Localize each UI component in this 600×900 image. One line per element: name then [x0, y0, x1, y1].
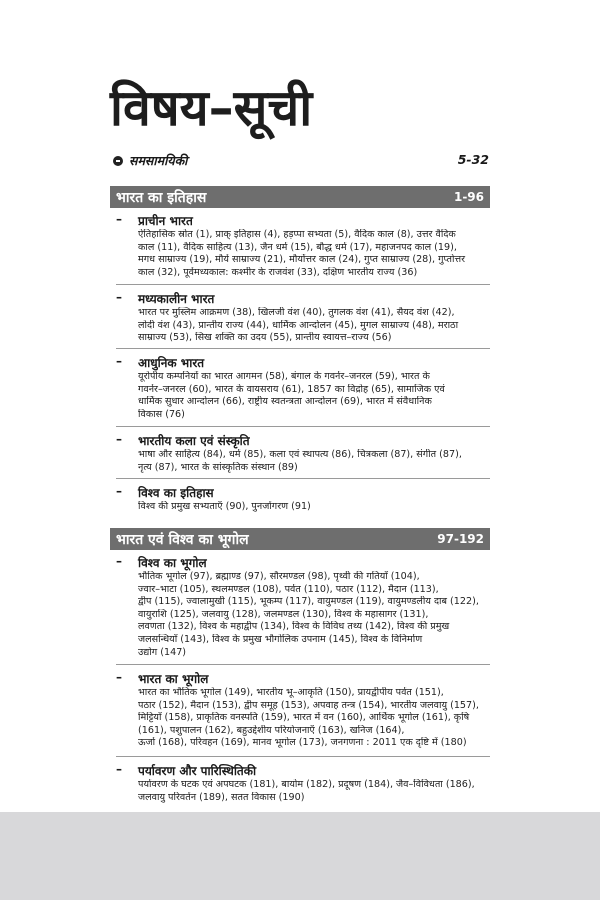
entry-topics — [138, 229, 492, 279]
topic-line: जलसन्धियाँ (143), विश्व के प्रमुख भौगोलिक उपनाम (145), विश्व के विनिर्माण — [138, 633, 423, 645]
topic-line: मिट्टियाँ (158), प्राकृतिक वनस्पति (159), भारत में वन (160), आर्थिक भूगोल (161), कृषि — [138, 712, 470, 724]
topic-line: यूरोपीय कम्पनियों का भारत आगमन (58), बंगाल के गवर्नर–जनरल (59), भारत के — [138, 371, 430, 382]
topic-line: पर्यावरण के घटक एवं अपघटक (181), बायोम (182), प्रदूषण (184), जैव–विविधता (186), — [138, 779, 475, 790]
topic-line: उद्योग (147) — [138, 646, 187, 658]
current-affairs-label: समसामयिकी — [129, 153, 188, 168]
topic-line: ज्वार–भाटा (105), स्थलमण्डल (108), पर्वत (110), पठार (112), मैदान (113), — [138, 583, 439, 595]
divider — [116, 664, 490, 665]
page-title: विषय–सूची — [110, 79, 313, 137]
topic-line: पठार (152), मैदान (153), द्वीप समूह (153), अपवाह तन्त्र (154), भारतीय जलवायु (157), — [138, 699, 479, 711]
topic-line: द्वीप (115), ज्वालामुखी (115), भूकम्प (117), वायुमण्डल (119), वायुमण्डलीय दाब (122), — [138, 596, 479, 608]
entry-topics — [138, 501, 492, 514]
topic-line: वायुराशि (125), जलवायु (128), जलमण्डल (130), विश्व के महासागर (131), — [138, 608, 429, 620]
divider — [116, 426, 490, 427]
entry-topics — [138, 779, 492, 804]
topic-line: लोदी वंश (43), प्रान्तीय राज्य (44), धार्मिक आन्दोलन (45), मुगल साम्राज्य (48), मराठा — [138, 319, 459, 331]
dash-icon: – — [116, 290, 122, 304]
topic-line: जलवायु परिवर्तन (189), सतत विकास (190) — [138, 791, 305, 803]
topic-line: (161), पशुपालन (162), बहुउद्देशीय परियोजनाएँ (163), खनिज (164), — [138, 724, 405, 736]
topic-line: मगध साम्राज्य (19), मौर्य साम्राज्य (21), मौर्योत्तर काल (24), गुप्त साम्राज्य (28), गुप्तोत्तर — [138, 254, 465, 266]
entry-heading: आधुनिक भारत — [138, 356, 205, 370]
entry-topics — [138, 687, 492, 750]
section-pages: 97-192 — [437, 532, 484, 546]
divider — [116, 348, 490, 349]
section-title: भारत एवं विश्व का भूगोल — [116, 532, 249, 548]
current-affairs-pages: 5-32 — [457, 152, 489, 167]
page-bottom-margin — [0, 812, 600, 900]
topic-line: भौतिक भूगोल (97), ब्रह्माण्ड (97), सौरमण्डल (98), पृथ्वी की गतियाँ (104), — [138, 571, 420, 582]
entry-heading: विश्व का इतिहास — [138, 486, 214, 500]
dash-icon: – — [116, 354, 122, 368]
dash-icon: – — [116, 212, 122, 226]
topic-line: ऊर्जा (168), परिवहन (169), मानव भूगोल (173), जनगणना : 2011 एक दृष्टि में (180) — [138, 737, 467, 749]
topic-line: भारत पर मुस्लिम आक्रमण (38), खिलजी वंश (40), तुगलक वंश (41), सैयद वंश (42), — [138, 307, 455, 318]
entry-topics — [138, 371, 492, 421]
topic-line: भाषा और साहित्य (84), धर्म (85), कला एवं स्थापत्य (86), चित्रकला (87), संगीत (87), — [138, 449, 462, 460]
section-bar-history[interactable] — [110, 186, 490, 208]
entry-topics — [138, 307, 492, 345]
entry-heading: विश्व का भूगोल — [138, 556, 207, 570]
section-title: भारत का इतिहास — [116, 190, 207, 206]
bullet-icon — [113, 156, 123, 166]
entry-heading: प्राचीन भारत — [138, 214, 193, 228]
topic-line: धार्मिक सुधार आन्दोलन (66), राष्ट्रीय स्वतन्त्रता आन्दोलन (69), भारत में संवैधानिक — [138, 396, 432, 408]
entry-heading: भारतीय कला एवं संस्कृति — [138, 434, 250, 448]
current-affairs-row[interactable] — [113, 152, 489, 170]
dash-icon: – — [116, 762, 122, 776]
topic-line: विश्व की प्रमुख सभ्यताएँ (90), पुनर्जागरण (91) — [138, 501, 311, 512]
topic-line: विकास (76) — [138, 408, 185, 420]
entry-heading: भारत का भूगोल — [138, 672, 209, 686]
entry-topics — [138, 571, 492, 659]
topic-line: लवणता (132), विश्व के महाद्वीप (134), विश्व के विविध तथ्य (142), विश्व की प्रमुख — [138, 621, 450, 633]
section-bar-geography[interactable] — [110, 528, 490, 550]
topic-line: काल (32), पूर्वमध्यकाल: कश्मीर के राजवंश (33), दक्षिण भारतीय राज्य (36) — [138, 266, 418, 278]
entry-heading: पर्यावरण और पारिस्थितिकी — [138, 764, 257, 778]
dash-icon: – — [116, 670, 122, 684]
divider — [116, 756, 490, 757]
dash-icon: – — [116, 484, 122, 498]
entry-topics — [138, 449, 492, 474]
topic-line: साम्राज्य (53), सिख शक्ति का उदय (55), प्रान्तीय स्वायत्त–राज्य (56) — [138, 332, 392, 344]
topic-line: काल (11), वैदिक साहित्य (13), जैन धर्म (15), बौद्ध धर्म (17), महाजनपद काल (19), — [138, 241, 457, 253]
dash-icon: – — [116, 432, 122, 446]
divider — [116, 478, 490, 479]
topic-line: ऐतिहासिक स्रोत (1), प्राक् इतिहास (4), हड़प्पा सभ्यता (5), वैदिक काल (8), उत्तर वैदिक — [138, 229, 456, 240]
section-pages: 1-96 — [453, 190, 484, 204]
topic-line: भारत का भौतिक भूगोल (149), भारतीय भू–आकृति (150), प्रायद्वीपीय पर्वत (151), — [138, 687, 444, 698]
dash-icon: – — [116, 554, 122, 568]
topic-line: गवर्नर–जनरल (60), भारत के वायसराय (61), 1857 का विद्रोह (65), सामाजिक एवं — [138, 383, 445, 395]
divider — [116, 284, 490, 285]
entry-heading: मध्यकालीन भारत — [138, 292, 215, 306]
topic-line: नृत्य (87), भारत के सांस्कृतिक संस्थान (89) — [138, 461, 298, 473]
